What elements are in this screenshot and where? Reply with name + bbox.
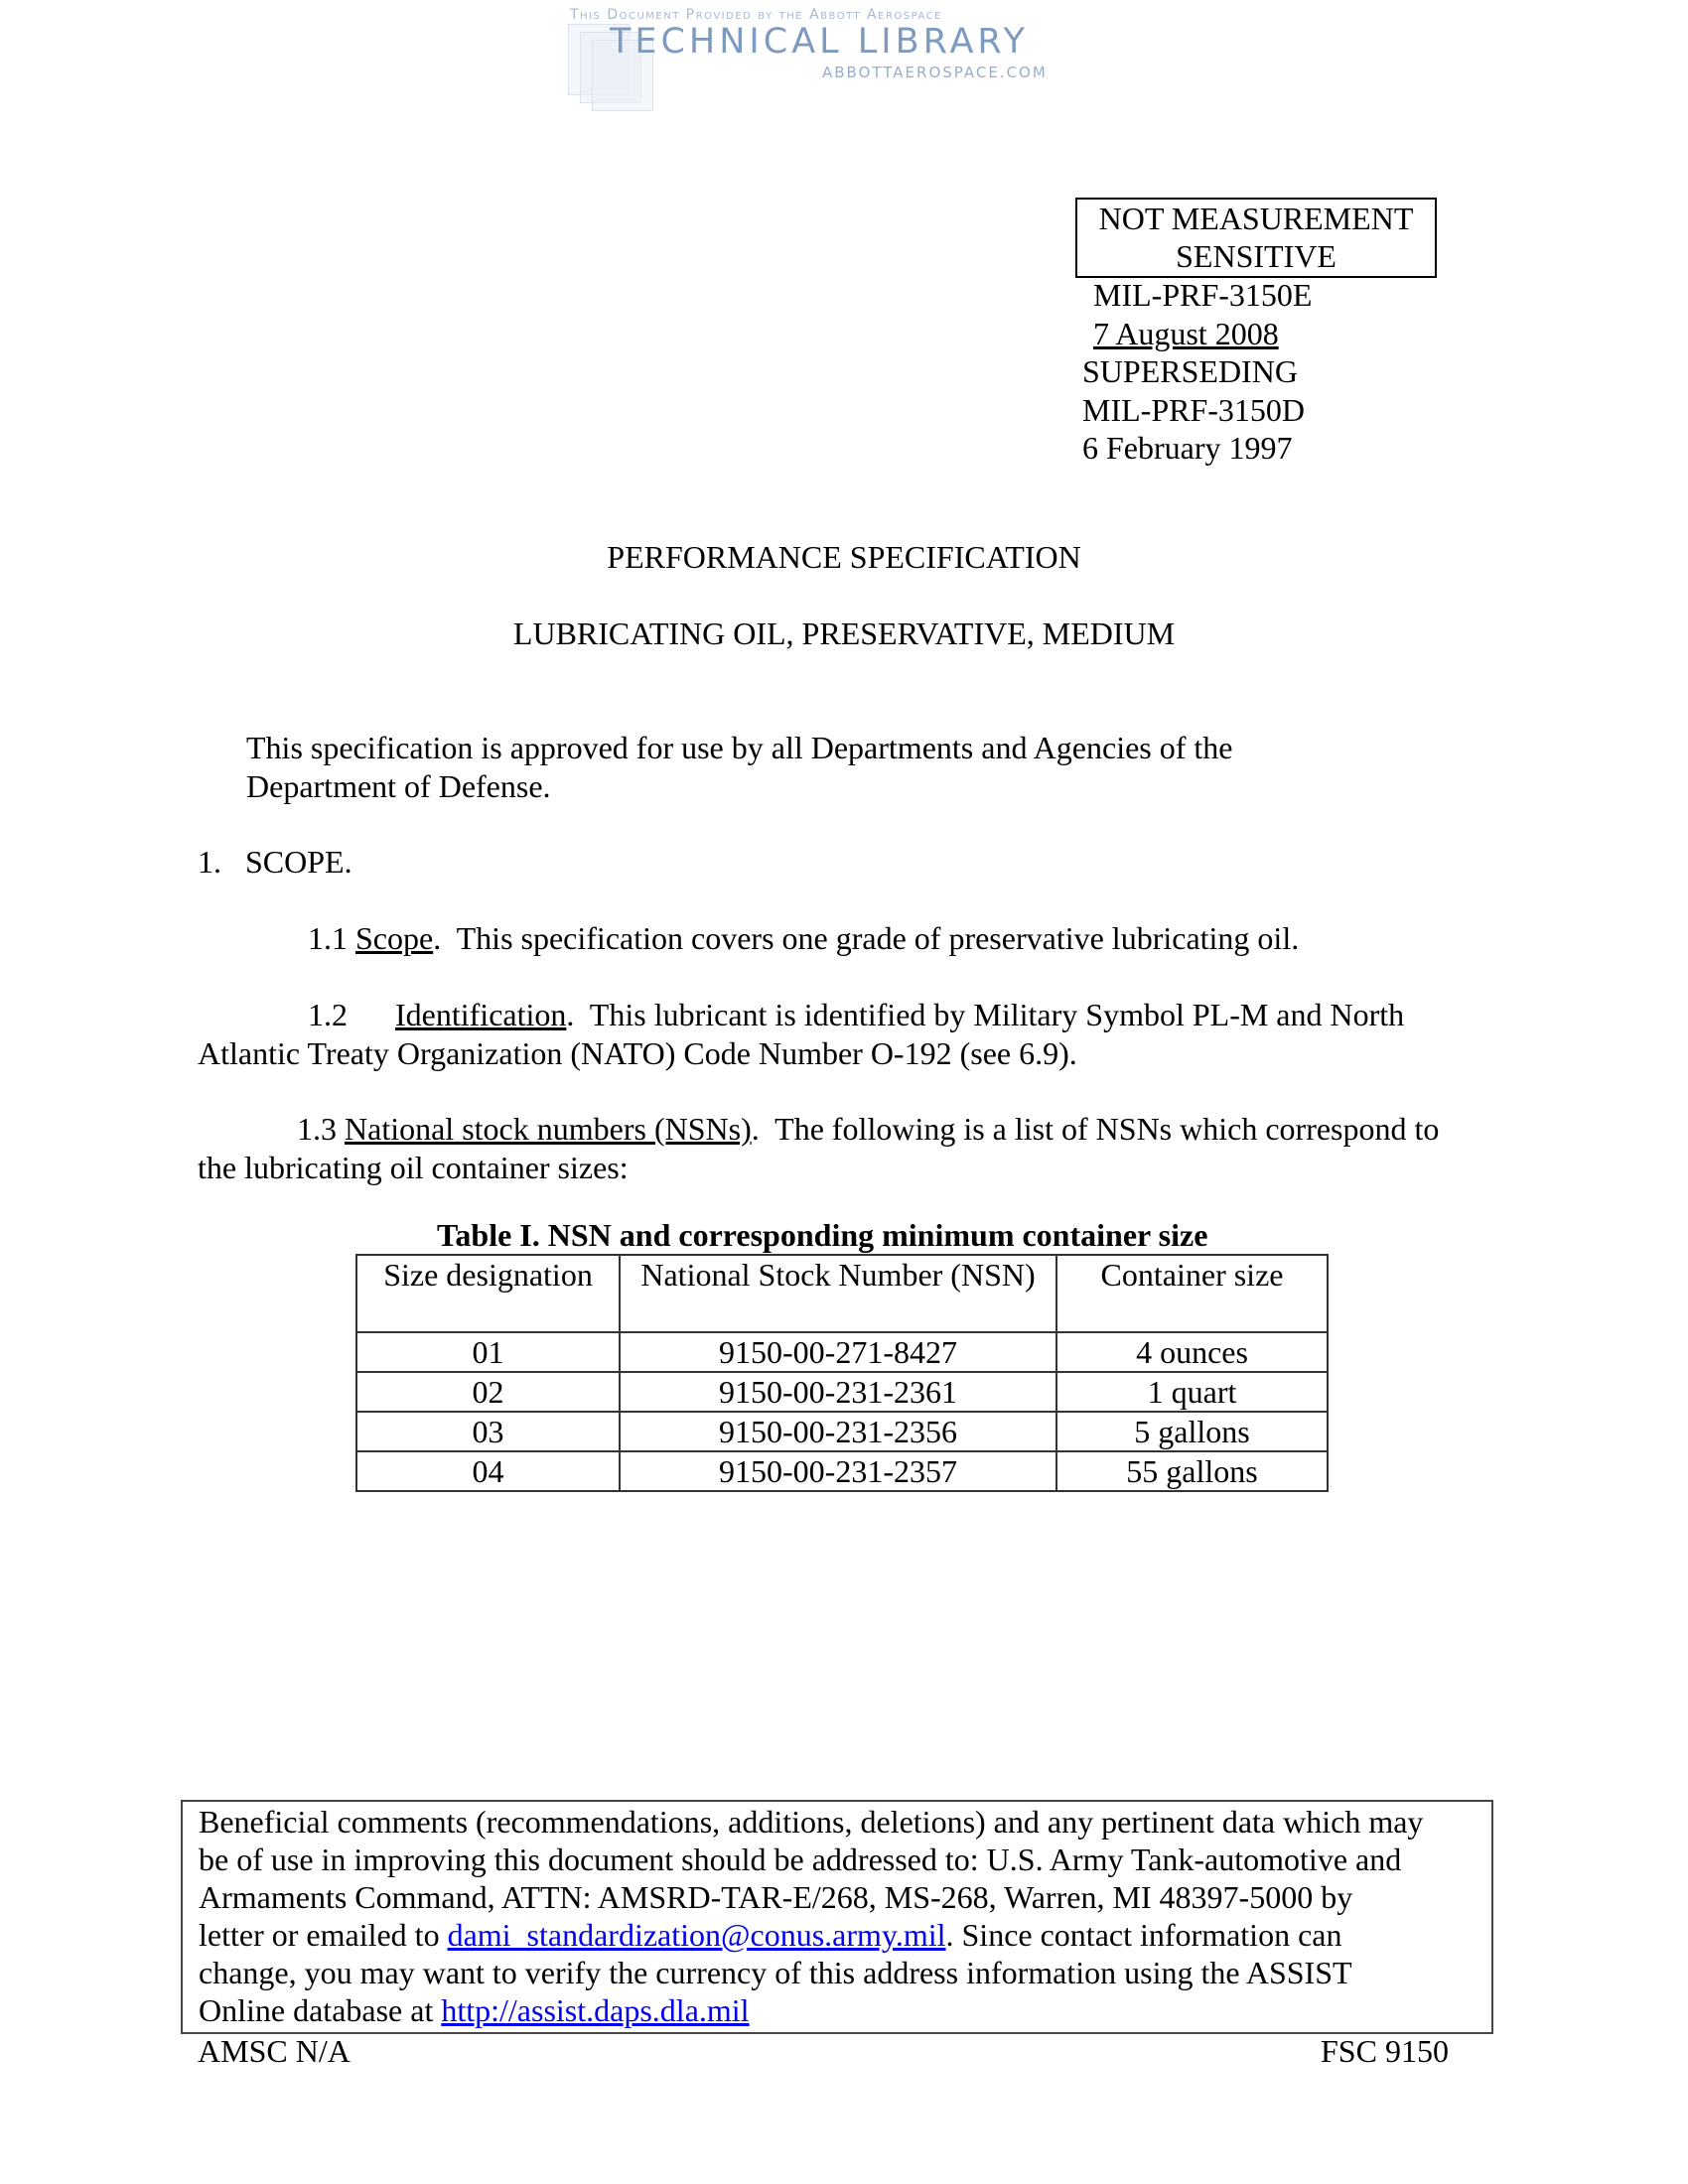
table-header-row [356, 1255, 1328, 1332]
watermark-title: TECHNICAL LIBRARY [610, 22, 1029, 62]
email-link[interactable]: dami_standardization@conus.army.mil [447, 1917, 946, 1953]
section-text: . The following is a list of NSNs which correspond to [751, 1111, 1440, 1147]
comments-box [181, 1800, 1493, 2034]
watermark-provided-by: This Document Provided by the Abbott Aerospace [570, 7, 942, 23]
comments-line: Beneficial comments (recommendations, additions, deletions) and any pertinent data which may [199, 1804, 1424, 1840]
comments-line [199, 1917, 1341, 1954]
cell: 1 quart [1056, 1372, 1328, 1412]
cell: 55 gallons [1056, 1451, 1328, 1491]
section-text: . This specification covers one grade of preservative lubricating oil. [433, 920, 1300, 956]
cell: 03 [356, 1412, 620, 1451]
text: . Since contact information can [945, 1917, 1342, 1953]
section-1-3 [198, 1110, 1439, 1186]
header-nsn: National Stock Number (NSN) [620, 1255, 1056, 1332]
table-row [356, 1451, 1328, 1491]
table-row [356, 1412, 1328, 1451]
section-number: 1.1 [308, 920, 355, 956]
spec-type: PERFORMANCE SPECIFICATION [607, 539, 1081, 575]
header-size-designation: Size designation [356, 1255, 620, 1332]
text: letter or emailed to [199, 1917, 448, 1953]
header-container-size: Container size [1056, 1255, 1328, 1332]
comments-line: Armaments Command, ATTN: AMSRD-TAR-E/268, MS-268, Warren, MI 48397-5000 by [199, 1879, 1353, 1915]
cell: 9150-00-231-2356 [620, 1412, 1056, 1451]
document-identification [1082, 276, 1312, 468]
footer-amsc: AMSC N/A [198, 2033, 351, 2069]
cell: 4 ounces [1056, 1332, 1328, 1372]
table-caption: Table I. NSN and corresponding minimum container size [437, 1217, 1208, 1253]
comments-line: be of use in improving this document should be addressed to: U.S. Army Tank-automotive and [199, 1842, 1402, 1877]
section-text-cont: the lubricating oil container sizes: [198, 1149, 629, 1185]
section-text-cont: Atlantic Treaty Organization (NATO) Code Number O-192 (see 6.9). [198, 1034, 1077, 1071]
table-row [356, 1372, 1328, 1412]
doc-date: 7 August 2008 [1093, 315, 1279, 351]
cell: 9150-00-231-2361 [620, 1372, 1056, 1412]
section-title: Identification [395, 997, 567, 1032]
section-title: National stock numbers (NSNs) [345, 1111, 752, 1147]
measurement-sensitivity-box [1075, 198, 1437, 278]
nsn-table [355, 1254, 1329, 1492]
approval-line-2: Department of Defense. [246, 767, 551, 804]
footer-fsc: FSC 9150 [1321, 2033, 1449, 2069]
cell: 04 [356, 1451, 620, 1491]
measurement-line-2: SENSITIVE [1176, 238, 1336, 274]
cell: 9150-00-231-2357 [620, 1451, 1056, 1491]
superseding-label: SUPERSEDING [1082, 353, 1298, 389]
section-text: . This lubricant is identified by Military Symbol PL-M and North [566, 997, 1405, 1032]
cell: 5 gallons [1056, 1412, 1328, 1451]
table-row [356, 1332, 1328, 1372]
spec-subject: LUBRICATING OIL, PRESERVATIVE, MEDIUM [512, 615, 1176, 651]
section-1-heading: 1. SCOPE. [198, 844, 352, 880]
text: Online database at [199, 1992, 442, 2028]
section-number: 1.3 [297, 1111, 345, 1147]
approval-statement [246, 729, 1232, 805]
comments-line: change, you may want to verify the currency of this address information using the ASSIST [199, 1955, 1352, 1990]
section-title: Scope [355, 920, 434, 956]
approval-line-1: This specification is approved for use by all Departments and Agencies of the [246, 730, 1233, 765]
cell: 01 [356, 1332, 620, 1372]
doc-number: MIL-PRF-3150E [1093, 277, 1313, 313]
assist-url-link[interactable]: http://assist.daps.dla.mil [441, 1992, 750, 2028]
comments-line [199, 1992, 750, 2029]
watermark-logo [566, 4, 1082, 113]
superseded-number: MIL-PRF-3150D [1082, 391, 1306, 428]
cell: 9150-00-271-8427 [620, 1332, 1056, 1372]
section-1-2 [198, 996, 1404, 1072]
cell: 02 [356, 1372, 620, 1412]
section-number: 1.2 [308, 997, 395, 1032]
measurement-line-1: NOT MEASUREMENT [1098, 201, 1414, 236]
superseded-date: 6 February 1997 [1082, 430, 1293, 466]
watermark-url: ABBOTTAEROSPACE.COM [822, 64, 1048, 81]
section-1-1 [308, 920, 1299, 957]
